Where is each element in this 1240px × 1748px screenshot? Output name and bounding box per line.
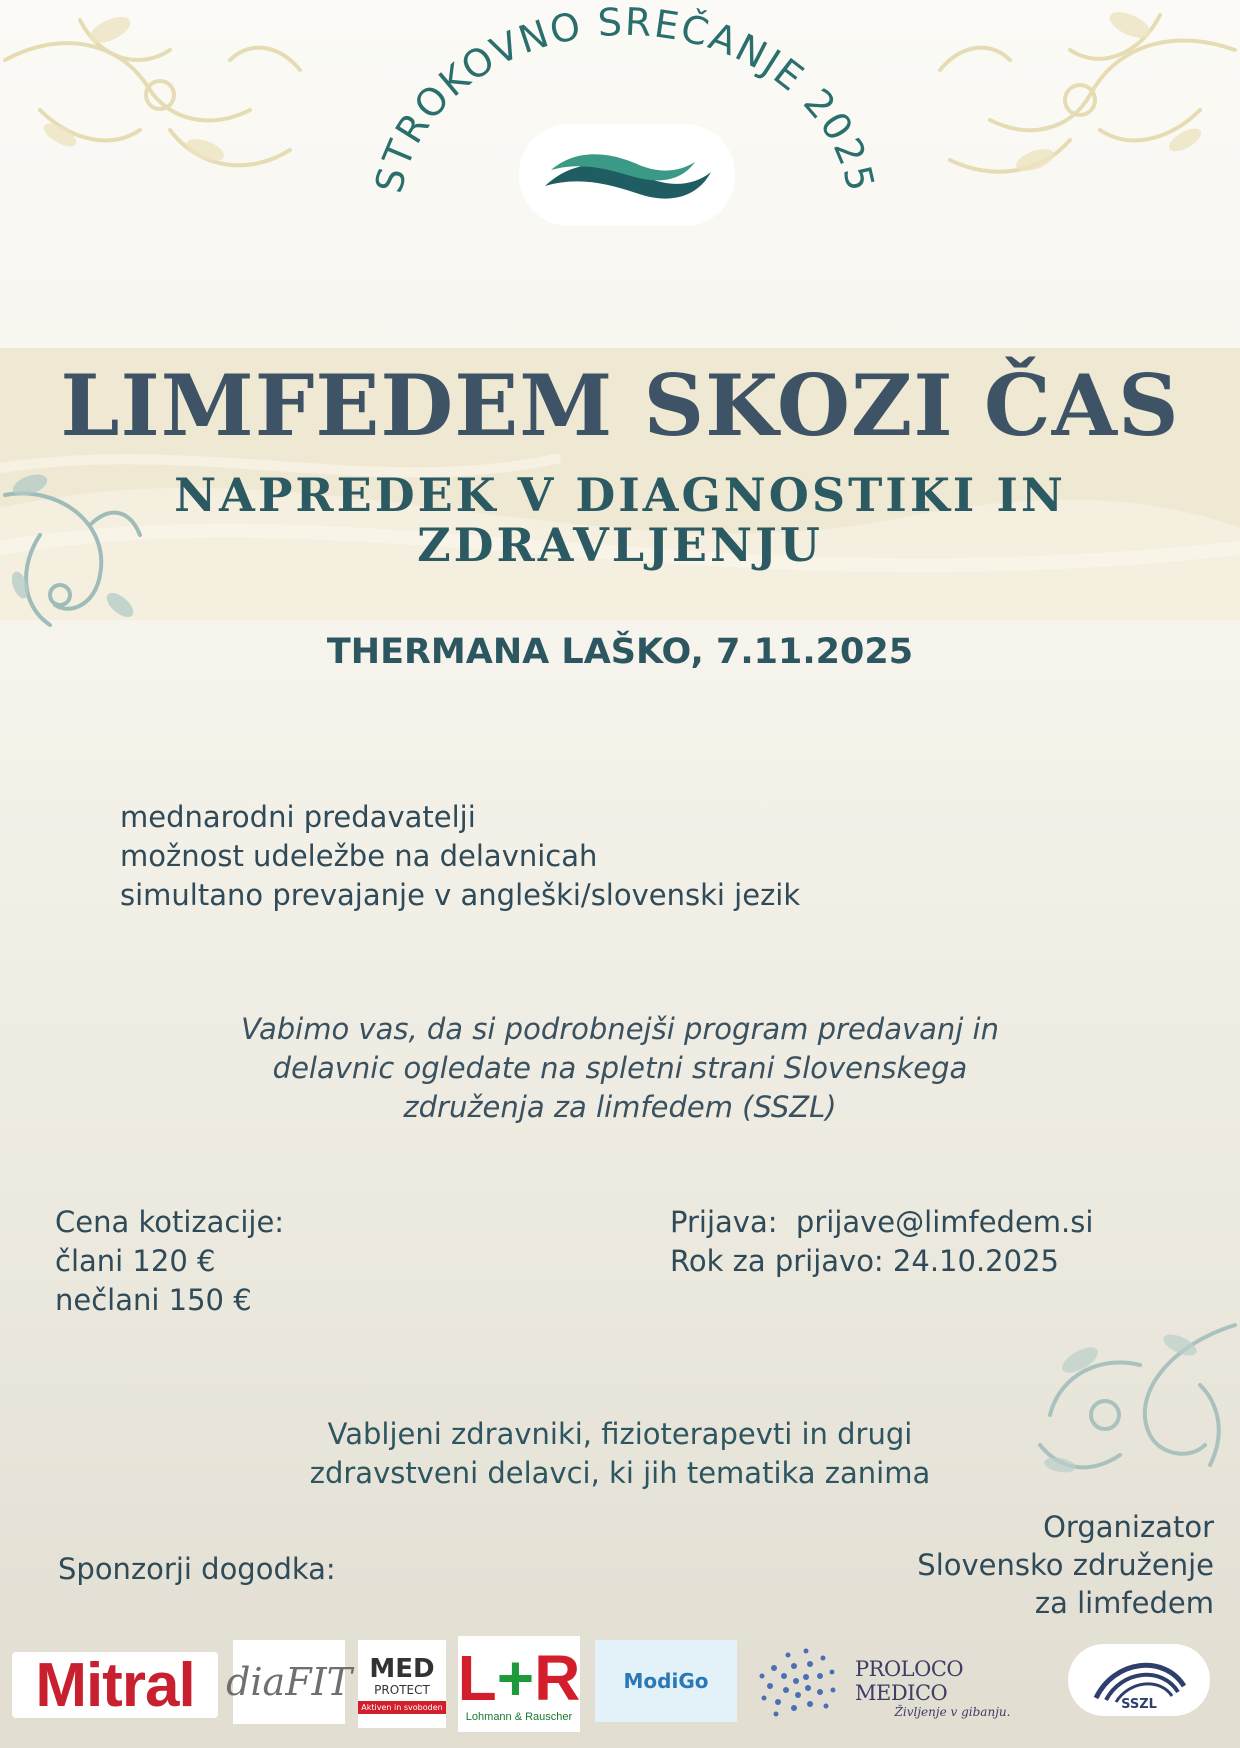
invite-line-2: delavnic ogledate na spletni strani Slovenskega <box>272 1051 968 1085</box>
medprotect-tagline: Aktiven in svoboden <box>358 1701 446 1714</box>
fee-non-members: nečlani 150 € <box>55 1283 252 1317</box>
wave-logo <box>519 124 735 226</box>
invite-line-1: Vabimo vas, da si podrobnejši program predavanj in <box>240 1012 999 1046</box>
sponsor-logo-sszl <box>1068 1644 1210 1716</box>
wave-icon <box>519 124 735 226</box>
registration-block <box>670 1203 1093 1281</box>
organizer-line-1: Slovensko združenje <box>917 1548 1214 1582</box>
audience-line-2: zdravstveni delavci, ki jih tematika zanima <box>309 1456 931 1490</box>
floral-ornament-bottom-right <box>1020 1305 1240 1485</box>
target-audience <box>220 1415 1020 1493</box>
fee-label: Cena kotizacije: <box>55 1205 285 1239</box>
arc-title-text: STROKOVNO SREČANJE 2025 <box>366 0 884 197</box>
sponsors-label: Sponzorji dogodka: <box>58 1552 336 1586</box>
sponsor-logo-mitral <box>12 1652 218 1718</box>
page-subtitle <box>120 470 1120 570</box>
feature-item: simultano prevajanje v angleški/slovenski jezik <box>120 878 801 912</box>
venue-date: THERMANA LAŠKO, 7.11.2025 <box>326 632 914 672</box>
registration-deadline: Rok za prijavo: 24.10.2025 <box>670 1244 1059 1278</box>
sponsor-logo-dot-spiral <box>746 1640 846 1722</box>
proloco-name: PROLOCO MEDICO <box>855 1657 964 1705</box>
page-title: LIMFEDEM SKOZI ČAS <box>60 356 1180 455</box>
sponsor-logo-medprotect <box>358 1640 446 1728</box>
program-invitation <box>180 1010 1060 1127</box>
organizer-line-2: za limfedem <box>1034 1586 1214 1620</box>
proloco-slogan: Življenje v gibanju. <box>894 1705 1011 1719</box>
audience-line-1: Vabljeni zdravniki, fizioterapevti in drugi <box>327 1417 913 1451</box>
feature-item: možnost udeležbe na delavnicah <box>120 839 598 873</box>
registration-email[interactable]: Prijava: prijave@limfedem.si <box>670 1205 1094 1239</box>
lr-monogram: L+R <box>457 1642 581 1714</box>
sszl-wordmark: SSZL <box>1121 1697 1157 1710</box>
lr-name: Lohmann & Rauscher <box>465 1711 573 1723</box>
invite-line-3: združenja za limfedem (SSZL) <box>403 1090 837 1124</box>
sponsor-logo-lohmann-rauscher <box>458 1636 580 1732</box>
subtitle-line-2: ZDRAVLJENJU <box>417 518 823 572</box>
sponsor-logo-proloco-medico <box>855 1657 1050 1719</box>
sponsor-logo-diafit <box>226 1640 352 1724</box>
mitral-wordmark: Mitral <box>35 1650 195 1720</box>
organizer-label: Organizator <box>1043 1510 1214 1544</box>
subtitle-line-1: NAPREDEK V DIAGNOSTIKI IN <box>174 468 1066 522</box>
sszl-emblem-icon <box>1084 1650 1194 1710</box>
diafit-wordmark: diaFIT <box>226 1660 352 1704</box>
modigo-wordmark: ModiGo <box>623 1669 709 1693</box>
organizer-block <box>917 1508 1214 1622</box>
medprotect-bottom: PROTECT <box>374 1682 430 1697</box>
medprotect-top: MED <box>369 1653 435 1684</box>
fee-block <box>55 1203 284 1320</box>
fee-members: člani 120 € <box>55 1244 216 1278</box>
feature-list <box>120 798 800 915</box>
sponsor-logo-modigo <box>595 1640 737 1722</box>
dot-spiral-icon <box>746 1640 846 1722</box>
feature-item: mednarodni predavatelji <box>120 800 476 834</box>
